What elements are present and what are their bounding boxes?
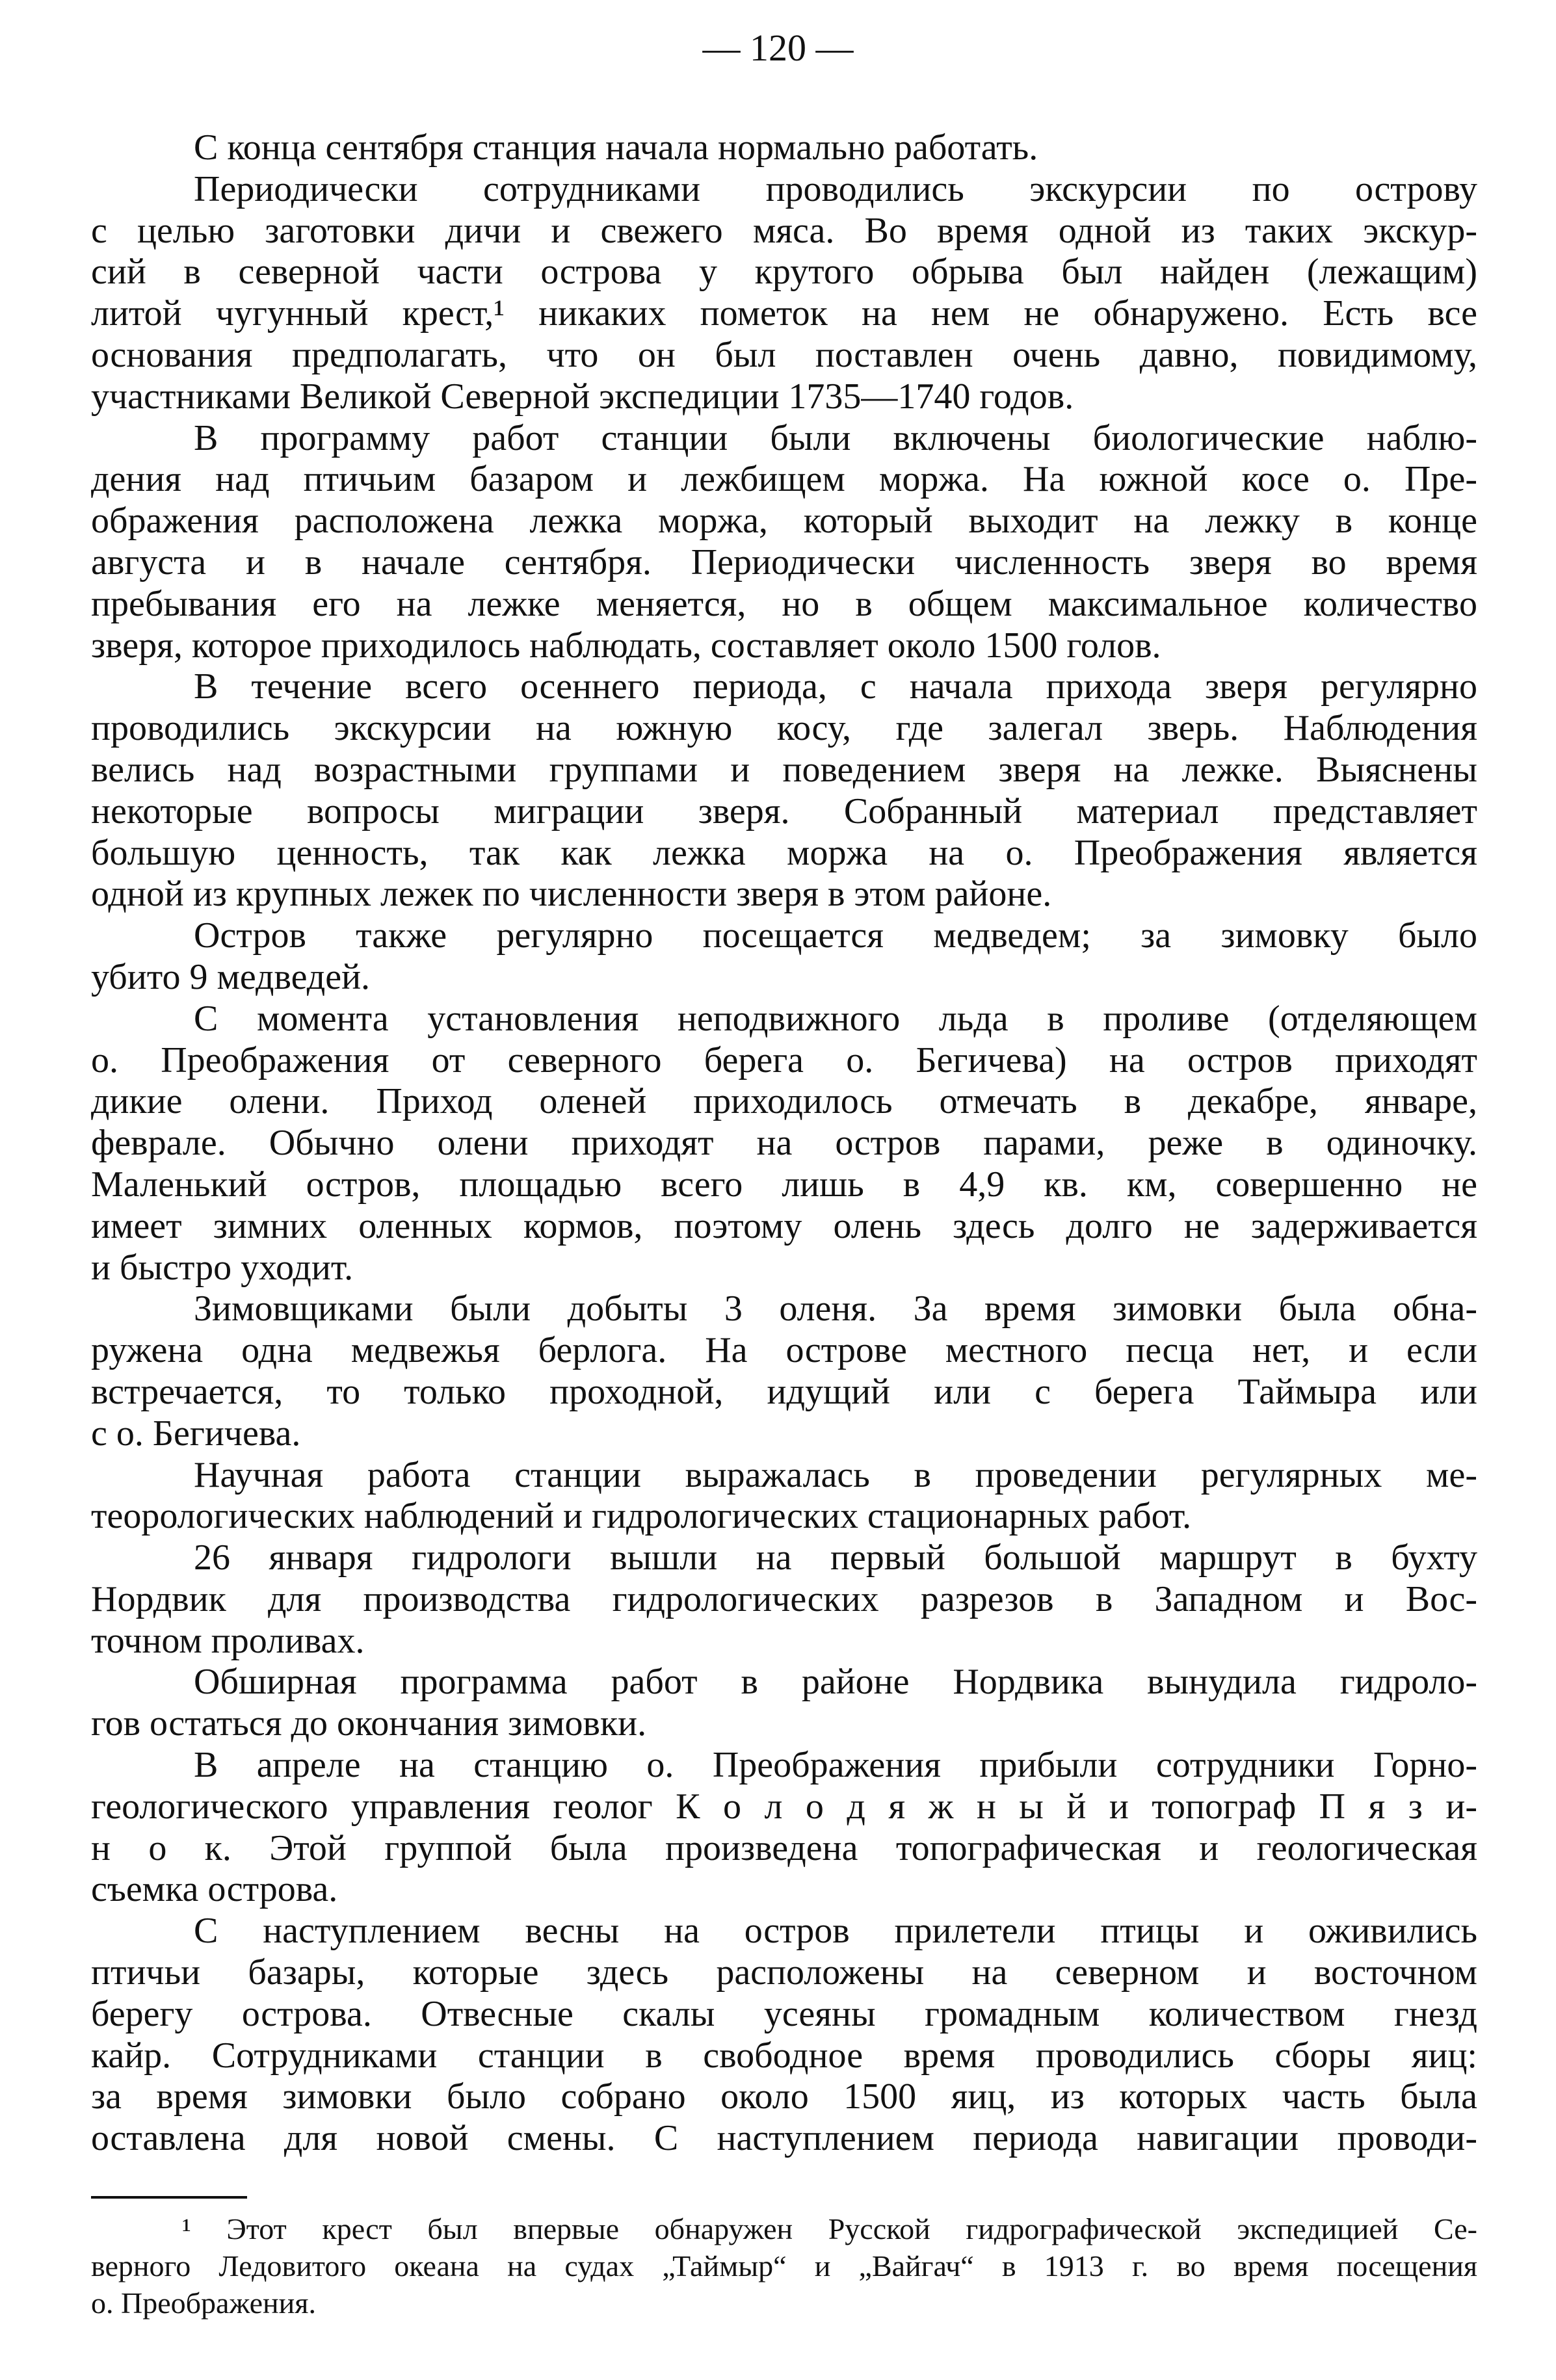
paragraph — [91, 915, 1477, 999]
footnote-line: верного Ледовитого океана на судах „Таймыр“ и „Вайгач“ в 1913 г. во время посещения — [91, 2249, 1477, 2282]
text-line: Обширная программа работ в районе Нордвика вынудила гидроло- — [194, 1662, 1477, 1703]
text-line: гов остаться до окончания зимовки. — [91, 1703, 647, 1744]
paragraph — [91, 1455, 1477, 1538]
text-line: августа и в начале сентября. Периодически численность зверя во время — [91, 542, 1477, 582]
text-line: теорологических наблюдений и гидрологических стационарных работ. — [91, 1496, 1192, 1537]
text-line: ображения расположена лежка моржа, который выходит на лежку в конце — [91, 501, 1477, 542]
text-line: участниками Великой Северной экспедиции 1735—1740 годов. — [91, 376, 1074, 417]
text-line: одной из крупных лежек по численности зверя в этом районе. — [91, 874, 1052, 915]
footnote-line: о. Преображения. — [91, 2286, 316, 2320]
footnote-line: ¹ Этот крест был впервые обнаружен Русской гидрографической экспедицией Се- — [182, 2212, 1477, 2245]
text-line: берегу острова. Отвесные скалы усеяны громадным количеством гнезд — [91, 1993, 1477, 2034]
text-line: велись над возрастными группами и поведением зверя на лежке. Выяснены — [91, 749, 1477, 790]
paragraph — [91, 1288, 1477, 1454]
text-line: с целью заготовки дичи и свежего мяса. Во время одной из таких экскур- — [91, 210, 1477, 251]
text-line: С конца сентября станция начала нормально работать. — [194, 127, 1038, 168]
text-line: некоторые вопросы миграции зверя. Собранный материал представляет — [91, 791, 1477, 831]
paragraph — [91, 999, 1477, 1289]
text-line: В программу работ станции были включены биологические наблю- — [194, 417, 1477, 458]
text-line: и быстро уходит. — [91, 1247, 354, 1288]
text-line: дения над птичьим базаром и лежбищем моржа. На южной косе о. Пре- — [91, 459, 1477, 500]
text-line: В апреле на станцию о. Преображения прибыли сотрудники Горно- — [194, 1745, 1477, 1786]
text-line: о. Преображения от северного берега о. Бегичева) на остров приходят — [91, 1040, 1477, 1080]
text-line: 26 января гидрологи вышли на первый большой маршрут в бухту — [194, 1537, 1477, 1578]
paragraph — [91, 127, 1477, 169]
text-line: оставлена для новой смены. С наступлением периода навигации проводи- — [91, 2118, 1477, 2159]
paragraph — [91, 418, 1477, 667]
text-line: Периодически сотрудниками проводились экскурсии по острову — [194, 168, 1477, 209]
text-line: основания предполагать, что он был поставлен очень давно, повидимому, — [91, 334, 1477, 375]
text-line: Нордвик для производства гидрологических разрезов в Западном и Вос- — [91, 1578, 1477, 1619]
text-line: дикие олени. Приход оленей приходилось отмечать в декабре, январе, — [91, 1081, 1477, 1122]
footnote-divider — [91, 2196, 247, 2199]
page-number: — 120 — — [702, 27, 854, 69]
text-line: Маленький остров, площадью всего лишь в 4,9 кв. км, совершенно не — [91, 1164, 1477, 1205]
body-text — [91, 127, 1477, 2160]
text-line: пребывания его на лежке меняется, но в общем максимальное количество — [91, 583, 1477, 624]
text-line: птичьи базары, которые здесь расположены на северном и восточном — [91, 1952, 1477, 1993]
text-line: встречается, то только проходной, идущий или с берега Таймыра или — [91, 1371, 1477, 1412]
paragraph — [91, 1911, 1477, 2160]
text-line: С наступлением весны на остров прилетели птицы и оживились — [194, 1911, 1477, 1952]
paragraph — [91, 1537, 1477, 1662]
paragraph — [91, 1662, 1477, 1745]
text-line: н о к. Этой группой была произведена топографическая и геологическая — [91, 1827, 1477, 1868]
text-line: проводились экскурсии на южную косу, где залегал зверь. Наблюдения — [91, 708, 1477, 749]
text-line: зверя, которое приходилось наблюдать, составляет около 1500 голов. — [91, 625, 1161, 666]
text-line: съемка острова. — [91, 1869, 338, 1910]
text-line: за время зимовки было собрано около 1500 яиц, из которых часть была — [91, 2076, 1477, 2117]
text-line: В течение всего осеннего периода, с начала прихода зверя регулярно — [194, 666, 1477, 707]
text-line: Научная работа станции выражалась в проведении регулярных ме- — [194, 1454, 1477, 1495]
text-line: Зимовщиками были добыты 3 оленя. За время зимовки была обна- — [194, 1288, 1477, 1329]
paragraph — [91, 1745, 1477, 1911]
text-line: убито 9 медведей. — [91, 956, 371, 997]
text-line: большую ценность, так как лежка моржа на о. Преображения является — [91, 832, 1477, 873]
text-line: С момента установления неподвижного льда в проливе (отделяющем — [194, 998, 1477, 1039]
text-line: с о. Бегичева. — [91, 1413, 301, 1454]
text-line: имеет зимних оленных кормов, поэтому олень здесь долго не задерживается — [91, 1205, 1477, 1246]
paragraph — [91, 666, 1477, 915]
text-line: Остров также регулярно посещается медведем; за зимовку было — [194, 915, 1477, 956]
paragraph — [91, 169, 1477, 418]
text-line: феврале. Обычно олени приходят на остров парами, реже в одиночку. — [91, 1123, 1477, 1164]
text-line: кайр. Сотрудниками станции в свободное время проводились сборы яиц: — [91, 2035, 1477, 2076]
text-line: геологического управления геолог К о л о д я ж н ы й и топограф П я з и- — [91, 1786, 1477, 1827]
text-line: сий в северной части острова у крутого обрыва был найден (лежащим) — [91, 252, 1477, 293]
footnote — [91, 2210, 1477, 2321]
text-line: ружена одна медвежья берлога. На острове местного песца нет, и если — [91, 1330, 1477, 1371]
text-line: точном проливах. — [91, 1620, 365, 1661]
text-line: литой чугунный крест,¹ никаких пометок на нем не обнаружено. Есть все — [91, 293, 1477, 334]
